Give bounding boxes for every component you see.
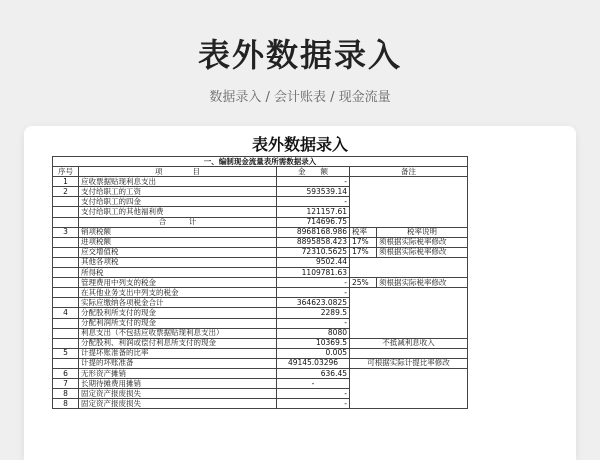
row-item[interactable]: 销项税额 (79, 227, 277, 237)
row-item[interactable]: 应收票据贴现利息支出 (79, 177, 277, 187)
row-no: 3 (53, 227, 79, 237)
row-amount[interactable]: 593539.14 (277, 187, 350, 197)
row-item[interactable]: 分配股利、利润或偿付利息所支付的现金 (79, 338, 277, 348)
row-no (53, 278, 79, 288)
header-item: 项 目 (79, 167, 277, 177)
row-amount[interactable]: - (277, 389, 350, 399)
row-item[interactable]: 固定资产报废损失 (79, 389, 277, 399)
row-no (53, 328, 79, 338)
table-row (53, 358, 468, 368)
sheet-card (24, 126, 576, 460)
row-amount[interactable]: 72310.5625 (277, 247, 350, 257)
row-rate[interactable]: 17% (350, 237, 377, 247)
row-amount[interactable]: 8968168.986 (277, 227, 350, 237)
note-cell-empty[interactable] (350, 368, 468, 408)
rate-header: 税率 (350, 227, 377, 237)
row-amount[interactable]: - (277, 318, 350, 328)
row-amount[interactable]: 1109781.63 (277, 268, 350, 278)
table-row (53, 368, 468, 378)
row-remark: 须根据实际税率修改 (377, 237, 468, 247)
row-no: 2 (53, 187, 79, 197)
row-amount[interactable]: - (277, 288, 350, 298)
row-remark: 须根据实际税率修改 (377, 247, 468, 257)
row-item[interactable]: 长期待摊费用摊销 (79, 379, 277, 389)
page-subtitle: 数据录入 / 会计账表 / 现金流量 (209, 90, 391, 105)
row-item[interactable]: 分配股利所支付的现金 (79, 308, 277, 318)
row-amount[interactable]: 9502.44 (277, 257, 350, 267)
row-amount[interactable]: 2289.5 (277, 308, 350, 318)
row-item[interactable]: 应交增值税 (79, 247, 277, 257)
row-item[interactable]: 固定资产报废损失 (79, 399, 277, 409)
row-item[interactable]: 支付给职工的其他福利费 (79, 207, 277, 217)
table-row (53, 257, 468, 267)
header-no: 序号 (53, 167, 79, 177)
table-row (53, 288, 468, 298)
row-no: 4 (53, 308, 79, 318)
row-amount[interactable]: 10369.5 (277, 338, 350, 348)
row-no: 8 (53, 389, 79, 399)
header-note: 备注 (350, 167, 468, 177)
row-item[interactable]: 所得税 (79, 268, 277, 278)
row-no: 6 (53, 368, 79, 378)
row-amount[interactable]: - (277, 177, 350, 187)
row-no (53, 298, 79, 308)
row-no (53, 207, 79, 217)
note-cell-empty[interactable] (350, 257, 468, 277)
row-amount[interactable]: - (277, 379, 350, 389)
row-no (53, 217, 79, 227)
section-header-row (53, 157, 468, 167)
row-item[interactable]: 其他各项税 (79, 257, 277, 267)
data-table (52, 156, 468, 409)
row-no: 5 (53, 348, 79, 358)
row-remark: 须根据实际税率修改 (377, 278, 468, 288)
row-item[interactable]: 支付给职工的工资 (79, 187, 277, 197)
row-no (53, 338, 79, 348)
row-item[interactable]: 在其他业务支出中列支的税金 (79, 288, 277, 298)
row-note: 可根据实际计提比率修改 (350, 358, 468, 368)
row-no (53, 237, 79, 247)
row-amount[interactable]: 714696.75 (277, 217, 350, 227)
row-no (53, 288, 79, 298)
row-amount[interactable]: 49145.03296 (277, 358, 350, 368)
sheet-title: 表外数据录入 (251, 135, 348, 154)
table-row (53, 237, 468, 247)
row-no (53, 197, 79, 207)
page-title: 表外数据录入 (197, 36, 402, 74)
row-item[interactable]: 进项税额 (79, 237, 277, 247)
row-amount[interactable]: 0.005 (277, 348, 350, 358)
row-amount[interactable]: 8895858.423 (277, 237, 350, 247)
column-header-row (53, 167, 468, 177)
row-item[interactable]: 支付给职工的四金 (79, 197, 277, 207)
row-amount[interactable]: 636.45 (277, 368, 350, 378)
header-amount: 金 额 (277, 167, 350, 177)
row-no: 1 (53, 177, 79, 187)
row-no (53, 318, 79, 328)
table-row (53, 227, 468, 237)
table-row (53, 348, 468, 358)
row-no (53, 268, 79, 278)
table-row (53, 278, 468, 288)
row-amount[interactable]: - (277, 399, 350, 409)
note-cell-empty[interactable] (350, 348, 468, 358)
row-note: 不抵减利息收入 (350, 338, 468, 348)
row-amount[interactable]: - (277, 278, 350, 288)
row-rate[interactable]: 25% (350, 278, 377, 288)
row-item[interactable]: 实际应缴纳各项税金合计 (79, 298, 277, 308)
row-item[interactable]: 合 计 (79, 217, 277, 227)
row-item[interactable]: 计提的坏账准备 (79, 358, 277, 368)
row-item[interactable]: 计提坏账准备的比率 (79, 348, 277, 358)
row-no (53, 257, 79, 267)
note-cell-empty[interactable] (350, 288, 468, 338)
row-item[interactable]: 分配利润所支付的现金 (79, 318, 277, 328)
row-amount[interactable]: - (277, 197, 350, 207)
row-no: 8 (53, 399, 79, 409)
row-item[interactable]: 无形资产摊销 (79, 368, 277, 378)
row-no (53, 358, 79, 368)
row-rate[interactable]: 17% (350, 247, 377, 257)
section-title: 一、编制现金流量表所需数据录入 (53, 157, 468, 167)
rate-desc-header: 税率说明 (377, 227, 468, 237)
row-amount[interactable]: 8080 (277, 328, 350, 338)
row-amount[interactable]: 364623.0825 (277, 298, 350, 308)
note-cell-empty[interactable] (350, 177, 468, 227)
table-row (53, 177, 468, 187)
table-row (53, 247, 468, 257)
row-amount[interactable]: 121157.61 (277, 207, 350, 217)
row-no (53, 247, 79, 257)
table-row (53, 338, 468, 348)
row-item[interactable]: 利息支出（不包括应收票据贴现利息支出） (79, 328, 277, 338)
row-no: 7 (53, 379, 79, 389)
row-item[interactable]: 管理费用中列支的税金 (79, 278, 277, 288)
